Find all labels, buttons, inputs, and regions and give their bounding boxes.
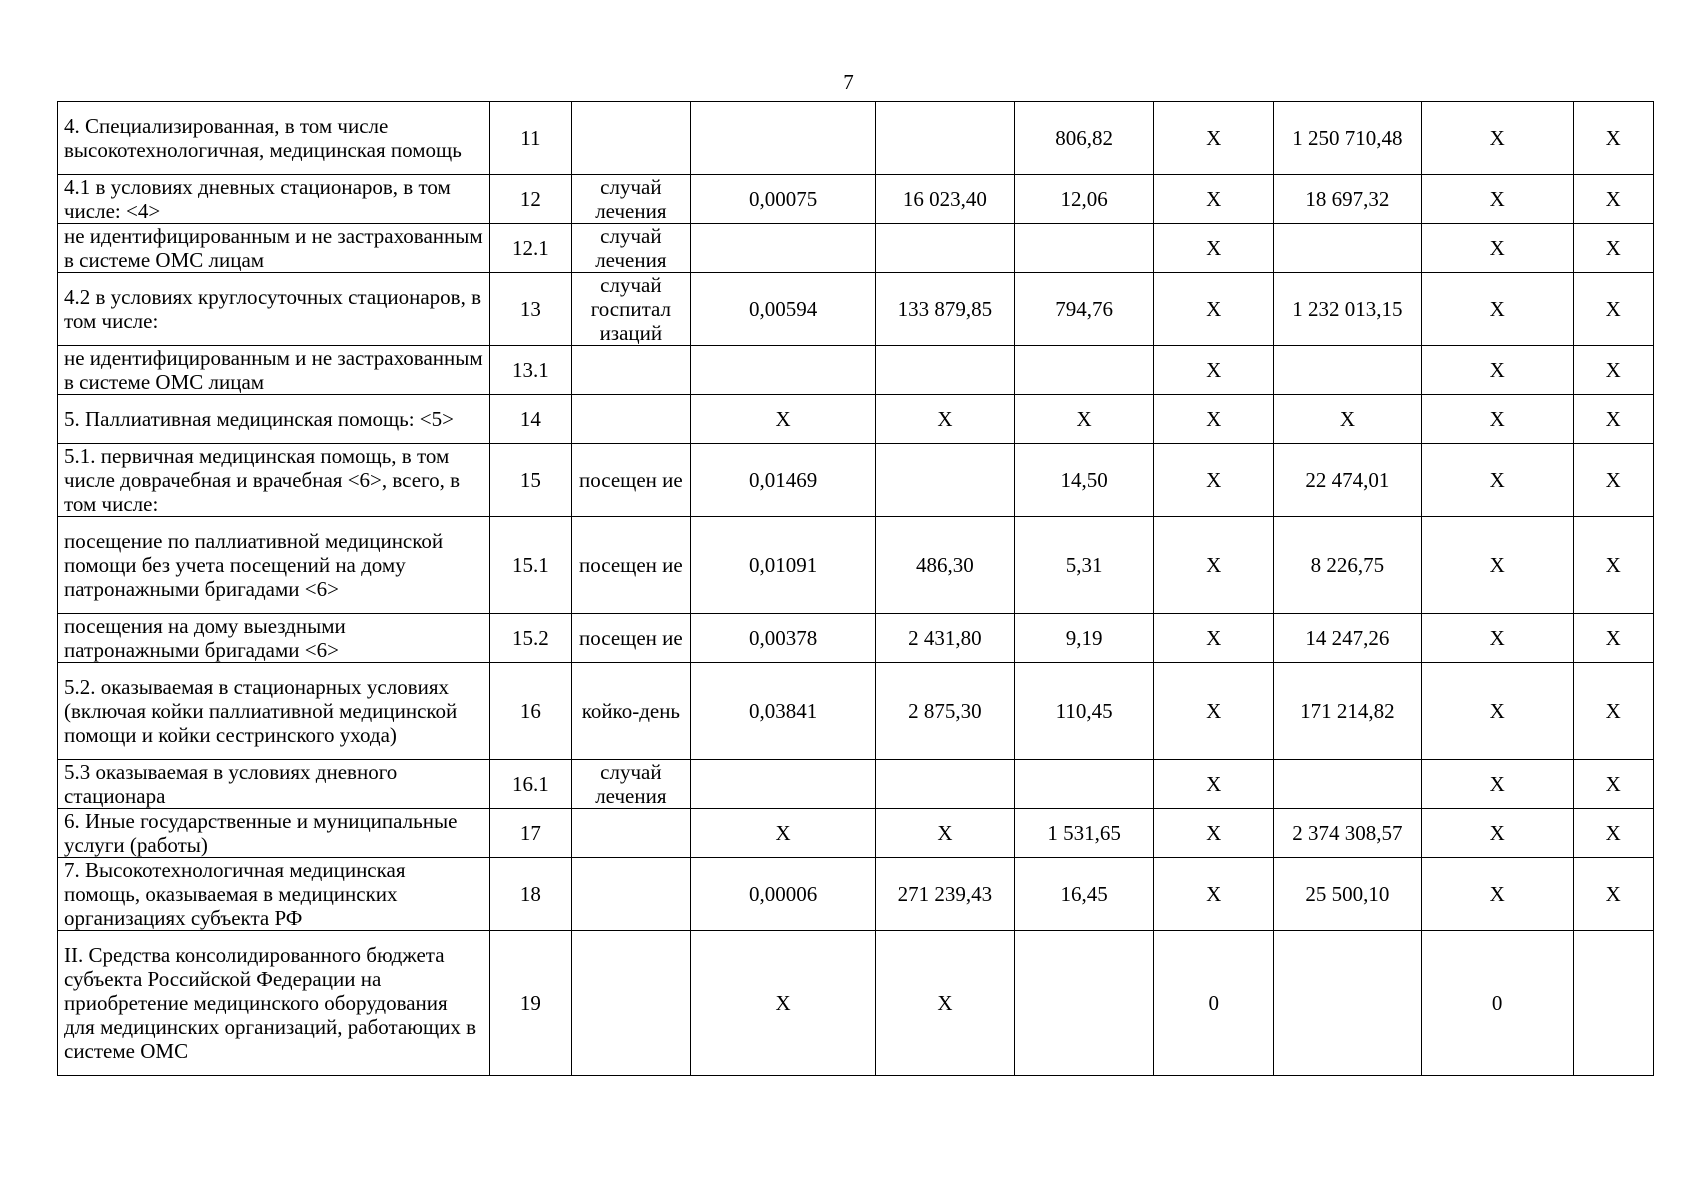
cell-unit <box>571 809 691 858</box>
cell-per-capita: X <box>1014 395 1154 444</box>
cell-per-capita-oms: X <box>1154 517 1274 614</box>
page-number: 7 <box>843 70 854 94</box>
cell-per-capita: 794,76 <box>1014 273 1154 346</box>
cell-amount: 1 232 013,15 <box>1274 273 1422 346</box>
cell-cost-norm <box>876 346 1015 395</box>
cell-row-name: 4.1 в условиях дневных стационаров, в том числе: <4> <box>58 175 490 224</box>
cell-per-capita-oms: X <box>1154 224 1274 273</box>
cell-share: X <box>1573 273 1653 346</box>
cell-row-name: 4.2 в условиях круглосуточных стационаров, в том числе: <box>58 273 490 346</box>
cell-share: X <box>1573 663 1653 760</box>
cell-cost-norm <box>876 102 1015 175</box>
cell-share: X <box>1573 614 1653 663</box>
cell-row-name: 6. Иные государственные и муниципальные услуги (работы) <box>58 809 490 858</box>
cell-amount-oms: X <box>1421 444 1573 517</box>
cell-cost-norm: 133 879,85 <box>876 273 1015 346</box>
cell-per-capita-oms: X <box>1154 663 1274 760</box>
cell-amount: 14 247,26 <box>1274 614 1422 663</box>
cell-amount-oms: X <box>1421 760 1573 809</box>
cell-row-number: 16 <box>490 663 571 760</box>
cell-volume-norm: X <box>691 395 876 444</box>
cell-unit <box>571 858 691 931</box>
cell-unit: случай госпитал изаций <box>571 273 691 346</box>
cell-amount-oms: X <box>1421 273 1573 346</box>
cell-cost-norm: X <box>876 931 1015 1076</box>
cell-volume-norm: 0,00006 <box>691 858 876 931</box>
cell-share: X <box>1573 517 1653 614</box>
cell-amount <box>1274 224 1422 273</box>
cell-volume-norm: 0,03841 <box>691 663 876 760</box>
cell-row-name: не идентифицированным и не застрахованным в системе ОМС лицам <box>58 224 490 273</box>
cell-row-name: 5. Паллиативная медицинская помощь: <5> <box>58 395 490 444</box>
table-row <box>58 395 1654 444</box>
cell-volume-norm: X <box>691 809 876 858</box>
table-row <box>58 614 1654 663</box>
cell-share: X <box>1573 224 1653 273</box>
cell-per-capita: 14,50 <box>1014 444 1154 517</box>
cell-row-name: 5.3 оказываемая в условиях дневного стационара <box>58 760 490 809</box>
cell-per-capita-oms: X <box>1154 760 1274 809</box>
cell-amount-oms: X <box>1421 102 1573 175</box>
cell-volume-norm: X <box>691 931 876 1076</box>
cell-cost-norm <box>876 224 1015 273</box>
cell-row-number: 11 <box>490 102 571 175</box>
cell-amount: 22 474,01 <box>1274 444 1422 517</box>
cell-share: X <box>1573 444 1653 517</box>
cell-unit: случай лечения <box>571 760 691 809</box>
cell-amount-oms: X <box>1421 224 1573 273</box>
cell-row-name: посещение по паллиативной медицинской помощи без учета посещений на дому патронажными бригадами <6> <box>58 517 490 614</box>
cell-share <box>1573 931 1653 1076</box>
cell-row-number: 13.1 <box>490 346 571 395</box>
table-row <box>58 346 1654 395</box>
financial-table <box>57 101 1654 1076</box>
cell-per-capita <box>1014 224 1154 273</box>
cell-per-capita-oms: X <box>1154 102 1274 175</box>
cell-amount-oms: 0 <box>1421 931 1573 1076</box>
cell-amount: X <box>1274 395 1422 444</box>
cell-cost-norm: 486,30 <box>876 517 1015 614</box>
table-row <box>58 444 1654 517</box>
cell-amount-oms: X <box>1421 175 1573 224</box>
cell-volume-norm <box>691 102 876 175</box>
cell-share: X <box>1573 760 1653 809</box>
cell-share: X <box>1573 175 1653 224</box>
cell-cost-norm: 2 875,30 <box>876 663 1015 760</box>
cell-volume-norm: 0,00594 <box>691 273 876 346</box>
cell-row-number: 16.1 <box>490 760 571 809</box>
cell-amount: 2 374 308,57 <box>1274 809 1422 858</box>
cell-amount-oms: X <box>1421 614 1573 663</box>
cell-row-name: 5.2. оказываемая в стационарных условиях (включая койки паллиативной медицинской помощи и койки сестринского ухода) <box>58 663 490 760</box>
cell-per-capita-oms: X <box>1154 809 1274 858</box>
cell-amount <box>1274 346 1422 395</box>
cell-amount <box>1274 931 1422 1076</box>
table-row <box>58 517 1654 614</box>
cell-amount-oms: X <box>1421 809 1573 858</box>
cell-per-capita: 806,82 <box>1014 102 1154 175</box>
cell-amount-oms: X <box>1421 395 1573 444</box>
cell-per-capita <box>1014 346 1154 395</box>
cell-cost-norm: X <box>876 809 1015 858</box>
cell-volume-norm: 0,00075 <box>691 175 876 224</box>
cell-unit: случай лечения <box>571 175 691 224</box>
cell-volume-norm: 0,01091 <box>691 517 876 614</box>
cell-row-number: 15.1 <box>490 517 571 614</box>
table-body <box>58 102 1654 1076</box>
cell-cost-norm <box>876 760 1015 809</box>
cell-amount: 1 250 710,48 <box>1274 102 1422 175</box>
table-row <box>58 760 1654 809</box>
cell-amount-oms: X <box>1421 858 1573 931</box>
cell-share: X <box>1573 809 1653 858</box>
cell-row-name: II. Средства консолидированного бюджета субъекта Российской Федерации на приобретение медицинского оборудования для медицинских организаций, работающих в системе ОМС <box>58 931 490 1076</box>
cell-volume-norm <box>691 224 876 273</box>
cell-amount: 18 697,32 <box>1274 175 1422 224</box>
cell-row-number: 14 <box>490 395 571 444</box>
cell-row-number: 13 <box>490 273 571 346</box>
cell-volume-norm: 0,00378 <box>691 614 876 663</box>
cell-share: X <box>1573 346 1653 395</box>
cell-amount: 171 214,82 <box>1274 663 1422 760</box>
cell-per-capita: 110,45 <box>1014 663 1154 760</box>
cell-cost-norm <box>876 444 1015 517</box>
cell-unit: койко-день <box>571 663 691 760</box>
cell-per-capita: 5,31 <box>1014 517 1154 614</box>
cell-share: X <box>1573 395 1653 444</box>
cell-per-capita: 12,06 <box>1014 175 1154 224</box>
cell-cost-norm: X <box>876 395 1015 444</box>
table-row <box>58 809 1654 858</box>
cell-row-number: 18 <box>490 858 571 931</box>
cell-volume-norm <box>691 346 876 395</box>
cell-row-name: 5.1. первичная медицинская помощь, в том числе доврачебная и врачебная <6>, всего, в том числе: <box>58 444 490 517</box>
cell-amount: 8 226,75 <box>1274 517 1422 614</box>
cell-per-capita-oms: X <box>1154 175 1274 224</box>
cell-row-name: 4. Специализированная, в том числе высокотехнологичная, медицинская помощь <box>58 102 490 175</box>
cell-per-capita <box>1014 760 1154 809</box>
cell-amount-oms: X <box>1421 663 1573 760</box>
cell-row-number: 17 <box>490 809 571 858</box>
cell-per-capita: 9,19 <box>1014 614 1154 663</box>
cell-cost-norm: 16 023,40 <box>876 175 1015 224</box>
cell-share: X <box>1573 858 1653 931</box>
cell-per-capita: 1 531,65 <box>1014 809 1154 858</box>
table-row <box>58 931 1654 1076</box>
cell-unit <box>571 931 691 1076</box>
cell-cost-norm: 271 239,43 <box>876 858 1015 931</box>
cell-share: X <box>1573 102 1653 175</box>
table-row <box>58 663 1654 760</box>
cell-amount-oms: X <box>1421 346 1573 395</box>
table-row <box>58 858 1654 931</box>
cell-row-number: 19 <box>490 931 571 1076</box>
cell-row-name: 7. Высокотехнологичная медицинская помощь, оказываемая в медицинских организациях субъекта РФ <box>58 858 490 931</box>
table-row <box>58 273 1654 346</box>
table-row <box>58 224 1654 273</box>
cell-per-capita-oms: X <box>1154 395 1274 444</box>
cell-per-capita-oms: X <box>1154 614 1274 663</box>
cell-cost-norm: 2 431,80 <box>876 614 1015 663</box>
cell-per-capita-oms: X <box>1154 273 1274 346</box>
cell-per-capita-oms: X <box>1154 346 1274 395</box>
cell-row-number: 12.1 <box>490 224 571 273</box>
cell-amount-oms: X <box>1421 517 1573 614</box>
cell-unit: посещен ие <box>571 444 691 517</box>
cell-per-capita-oms: X <box>1154 858 1274 931</box>
cell-unit <box>571 102 691 175</box>
cell-per-capita-oms: 0 <box>1154 931 1274 1076</box>
cell-unit: посещен ие <box>571 517 691 614</box>
cell-row-number: 15 <box>490 444 571 517</box>
cell-per-capita-oms: X <box>1154 444 1274 517</box>
cell-amount <box>1274 760 1422 809</box>
table-row <box>58 175 1654 224</box>
cell-unit <box>571 346 691 395</box>
table-row <box>58 102 1654 175</box>
cell-row-number: 12 <box>490 175 571 224</box>
cell-row-name: не идентифицированным и не застрахованным в системе ОМС лицам <box>58 346 490 395</box>
cell-row-name: посещения на дому выездными патронажными бригадами <6> <box>58 614 490 663</box>
cell-unit: случай лечения <box>571 224 691 273</box>
cell-amount: 25 500,10 <box>1274 858 1422 931</box>
cell-per-capita <box>1014 931 1154 1076</box>
cell-volume-norm: 0,01469 <box>691 444 876 517</box>
cell-volume-norm <box>691 760 876 809</box>
cell-unit: посещен ие <box>571 614 691 663</box>
cell-unit <box>571 395 691 444</box>
cell-per-capita: 16,45 <box>1014 858 1154 931</box>
cell-row-number: 15.2 <box>490 614 571 663</box>
